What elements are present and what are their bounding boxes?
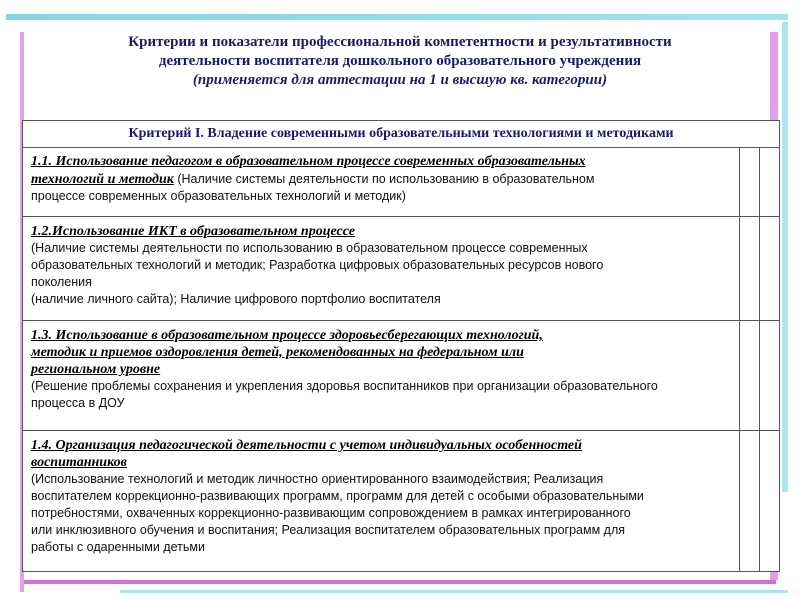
row-title-line: методик и приемов оздоровления детей, рекомендованных на федеральном или xyxy=(31,345,524,360)
score-cell xyxy=(759,147,779,217)
table-row xyxy=(23,321,759,431)
row-title-line: 1.4. Организация педагогической деятельности с учетом индивидуальных особенностей xyxy=(31,438,582,453)
row-text-line: процессе современных образовательных технологий и методик) xyxy=(31,189,406,203)
header-line-1: Критерии и показатели профессиональной компетентности и результативности xyxy=(128,34,672,50)
criteria-table xyxy=(22,120,780,572)
row-text-line: (Наличие системы деятельности по использованию в образовательном процессе современных xyxy=(31,241,588,255)
row-title-line: технологий и методик xyxy=(31,172,174,187)
row-text-line: (Использование технологий и методик личностно ориентированного взаимодействия; Реализация xyxy=(31,472,604,486)
table-row xyxy=(23,431,759,571)
row-content xyxy=(31,327,731,412)
row-text-line: потребностями, охваченных коррекционно-развивающим сопровождением в рамках интегрированного xyxy=(31,506,631,520)
column-divider xyxy=(739,147,740,217)
header-subtitle: (применяется для аттестации на 1 и высшую кв. категории) xyxy=(192,72,608,88)
row-title-line: воспитанников xyxy=(31,455,127,470)
table-row xyxy=(23,147,759,217)
row-title-line: 1.2.Использование ИКТ в образовательном процессе xyxy=(31,224,355,239)
row-content xyxy=(31,223,731,308)
document-header xyxy=(40,33,760,90)
row-text-line: поколения xyxy=(31,275,92,289)
table-row xyxy=(23,217,759,321)
column-divider xyxy=(739,431,740,571)
score-cell xyxy=(759,431,779,571)
score-cell xyxy=(759,321,779,431)
row-text-line: воспитателем коррекционно-развивающих программ, программ для детей с особыми образовательными xyxy=(31,489,644,503)
row-text-line: (наличие личного сайта); Наличие цифрового портфолио воспитателя xyxy=(31,292,441,306)
row-content xyxy=(31,437,731,556)
row-text-line: образовательных технологий и методик; Разработка цифровых образовательных ресурсов нового xyxy=(31,258,604,272)
row-text-line: процесса в ДОУ xyxy=(31,396,125,410)
row-text-inline: (Наличие системы деятельности по использованию в образовательном xyxy=(173,172,595,186)
criterion-title: Критерий I. Владение современными образовательными технологиями и методиками xyxy=(23,121,779,148)
decorative-right-cyan-bar xyxy=(782,22,788,492)
column-divider xyxy=(739,321,740,431)
row-text-line: работы с одаренными детьми xyxy=(31,540,205,554)
row-title-line: 1.1. Использование педагогом в образовательном процессе современных образовательных xyxy=(31,154,586,169)
column-divider xyxy=(739,217,740,321)
row-text-line: или инклюзивного обучения и воспитания; Реализация воспитателем образовательных программ для xyxy=(31,523,626,537)
header-line-2: деятельности воспитателя дошкольного образовательного учреждения xyxy=(158,53,642,69)
decorative-top-bar xyxy=(6,14,788,20)
row-text-line: (Решение проблемы сохранения и укрепления здоровья воспитанников при организации образовательного xyxy=(31,379,658,393)
row-title-line: региональном уровне xyxy=(31,362,161,377)
row-content xyxy=(31,153,731,205)
decorative-bottom-magenta-bar xyxy=(24,580,776,584)
decorative-bottom-cyan-bar xyxy=(120,590,788,593)
score-cell xyxy=(759,217,779,321)
row-title-line: 1.3. Использование в образовательном процессе здоровьесберегающих технологий, xyxy=(31,328,543,343)
